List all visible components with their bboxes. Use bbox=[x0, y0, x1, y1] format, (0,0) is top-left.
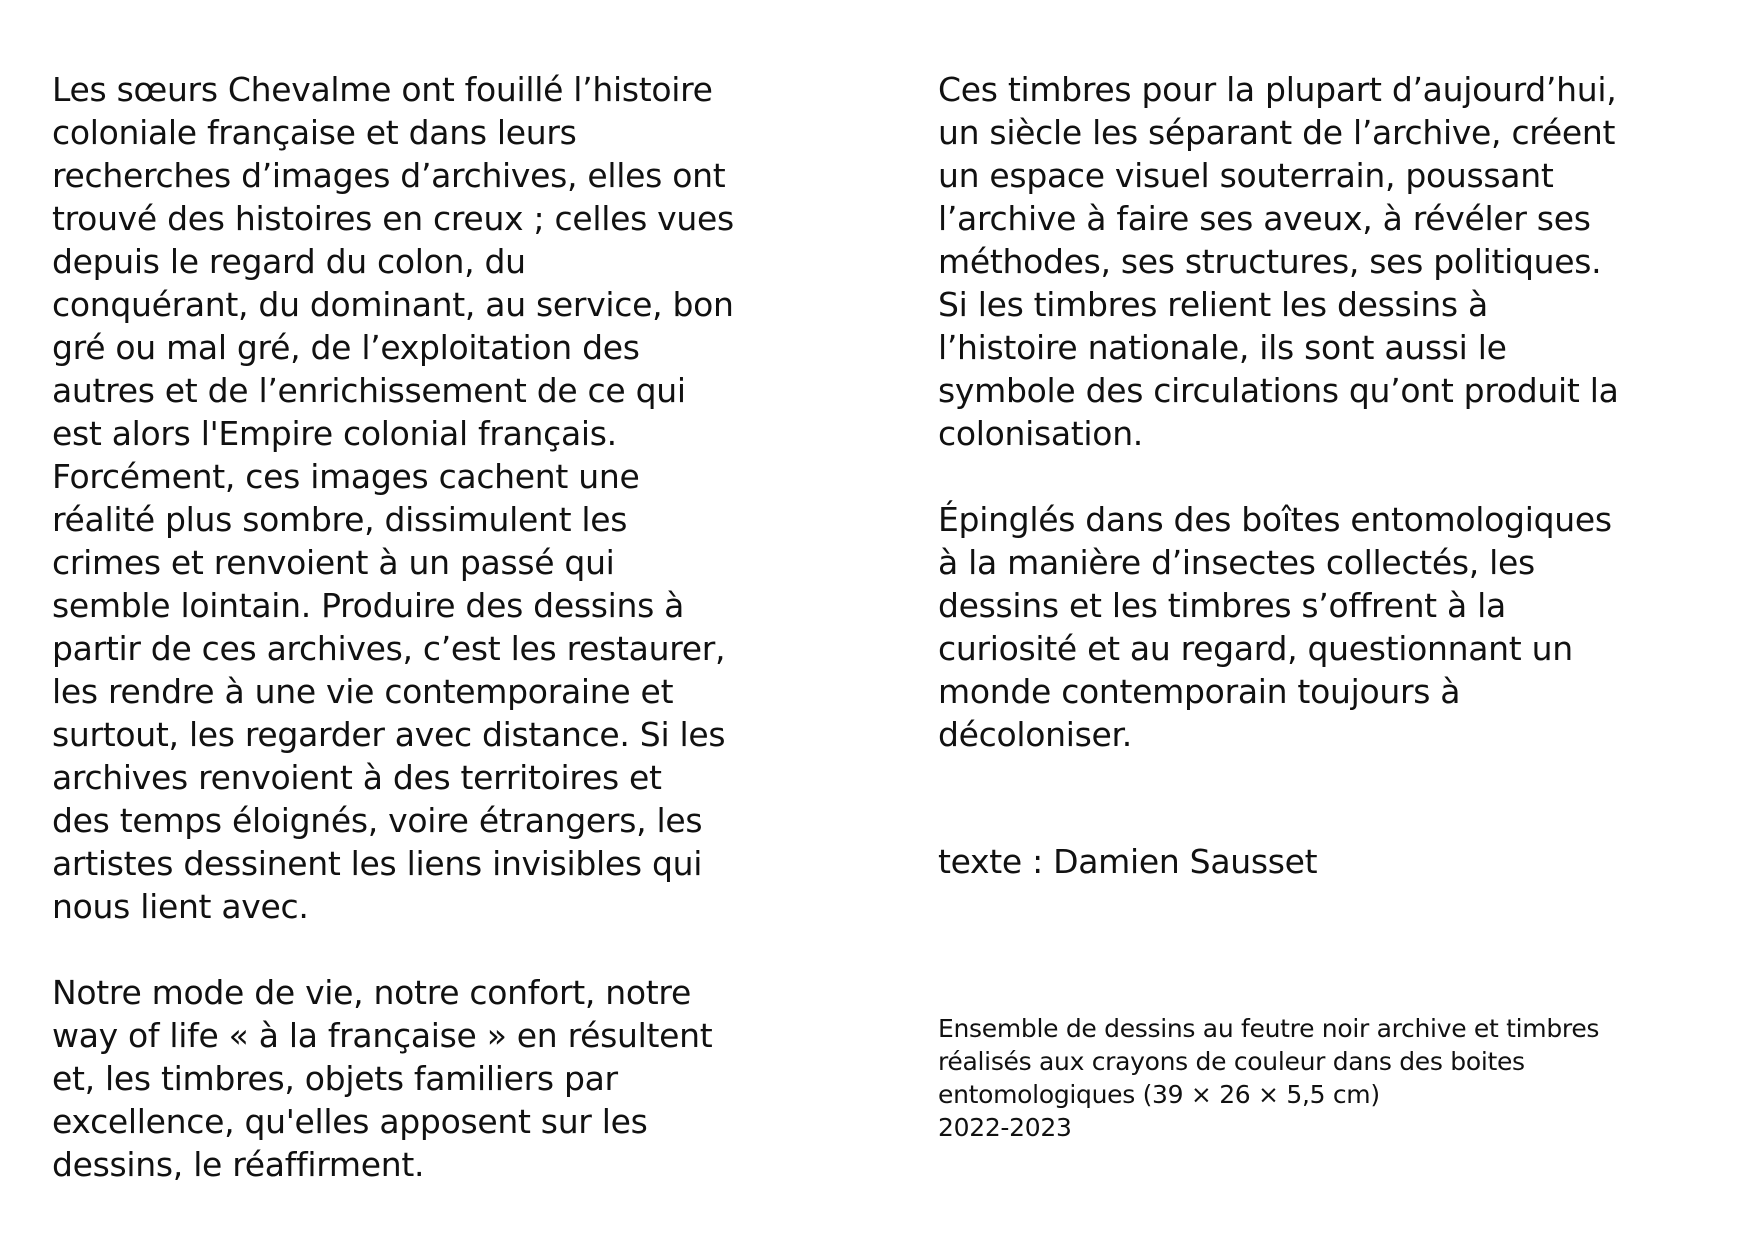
right-paragraph-2: Épinglés dans des boîtes entomologiques à la manière d’insectes collectés, les dessins et les timbres s’offrent à la curiosité et au regard, questionnant un monde contemporain toujours à décoloniser. bbox=[938, 500, 1612, 754]
right-paragraph-1: Ces timbres pour la plupart d’aujourd’hui, un siècle les séparant de l’archive, créent un espace visuel souterrain, poussant l’archive à faire ses aveux, à révéler ses méthodes, ses structures, ses politiques. Si les timbres relient les dessins à l’histoire nationale, ils sont aussi le symbole des circulations qu’ont produit la colonisation. bbox=[938, 70, 1619, 453]
author-credit: texte : Damien Sausset bbox=[938, 842, 1318, 881]
left-paragraph-2: Notre mode de vie, notre confort, notre way of life « à la française » en résultent et, les timbres, objets familiers par excellence, qu'elles apposent sur les dessins, le réaffirment. bbox=[52, 973, 713, 1184]
artwork-caption: Ensemble de dessins au feutre noir archive et timbres réalisés aux crayons de couleur dans des boites entomologiques (39 × 26 × 5,5 cm) 2022-2023 bbox=[938, 1014, 1600, 1142]
right-column bbox=[938, 68, 1698, 756]
paragraph-spacer bbox=[52, 928, 812, 971]
paragraph-spacer bbox=[938, 455, 1698, 498]
left-column bbox=[52, 68, 812, 1186]
left-paragraph-1: Les sœurs Chevalme ont fouillé l’histoire coloniale française et dans leurs recherches d’images d’archives, elles ont trouvé des histoires en creux ; celles vues depuis le regard du colon, du conquérant, du dominant, au service, bon gré ou mal gré, de l’exploitation des autres et de l’enrichissement de ce qui est alors l'Empire colonial français. Forcément, ces images cachent une réalité plus sombre, dissimulent les crimes et renvoient à un passé qui semble lointain. Produire des dessins à partir de ces archives, c’est les restaurer, les rendre à une vie contemporaine et surtout, les regarder avec distance. Si les archives renvoient à des territoires et des temps éloignés, voire étrangers, les artistes dessinent les liens invisibles qui nous lient avec. bbox=[52, 70, 734, 926]
